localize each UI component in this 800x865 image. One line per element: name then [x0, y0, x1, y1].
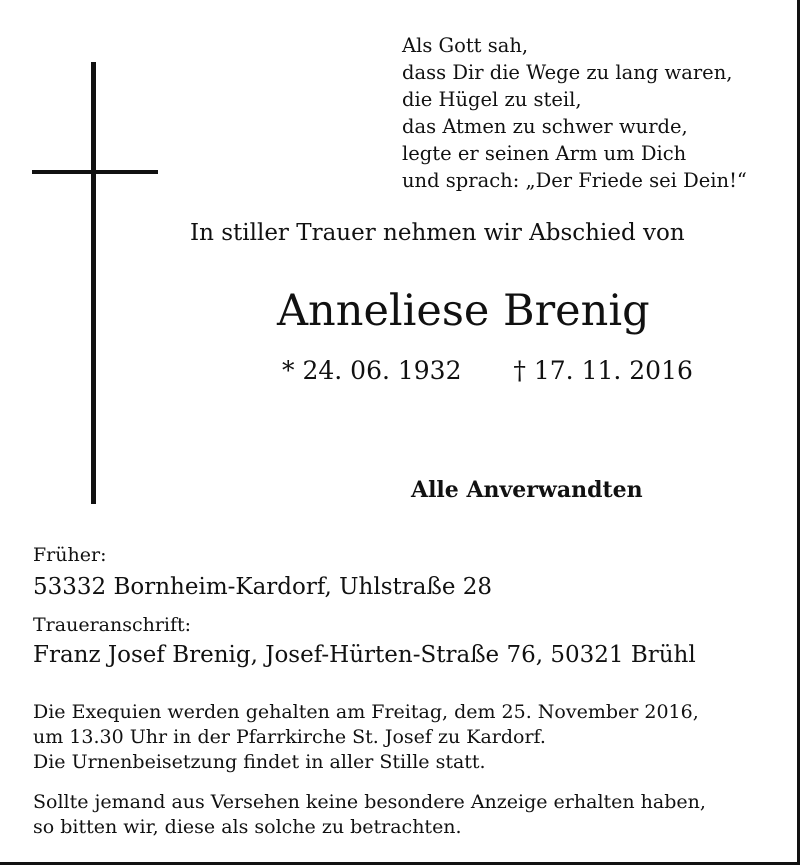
poem-line: legte er seinen Arm um Dich — [402, 142, 687, 165]
poem-line: Als Gott sah, — [402, 34, 529, 57]
poem — [402, 32, 792, 194]
exequies-line: Die Urnenbeisetzung findet in aller Stille statt. — [33, 751, 486, 773]
poem-line: die Hügel zu steil, — [402, 88, 582, 111]
former-address-label: Früher: — [33, 544, 107, 566]
death-date: 17. 11. 2016 — [533, 356, 693, 385]
birth-date: 24. 06. 1932 — [302, 356, 462, 385]
intro-text: In stiller Trauer nehmen wir Abschied von — [190, 220, 685, 246]
poem-line: dass Dir die Wege zu lang waren, — [402, 61, 733, 84]
notice-line: Sollte jemand aus Versehen keine besondere Anzeige erhalten haben, — [33, 791, 706, 813]
poem-line: und sprach: „Der Friede sei Dein!“ — [402, 169, 747, 192]
mourning-address-label: Traueranschrift: — [33, 614, 192, 636]
notice-paragraph — [33, 790, 773, 840]
birth-symbol: * — [282, 356, 295, 385]
death-cross-icon: † — [513, 356, 526, 385]
life-dates — [282, 356, 693, 385]
exequies-paragraph — [33, 700, 773, 775]
mourning-address: Franz Josef Brenig, Josef-Hürten-Straße 76, 50321 Brühl — [33, 642, 696, 668]
cross-vertical-bar — [91, 62, 96, 504]
notice-line: so bitten wir, diese als solche zu betrachten. — [33, 816, 462, 838]
deceased-name: Anneliese Brenig — [277, 286, 650, 336]
former-address: 53332 Bornheim-Kardorf, Uhlstraße 28 — [33, 574, 493, 600]
cross-horizontal-bar — [32, 170, 158, 174]
exequies-line: Die Exequien werden gehalten am Freitag, dem 25. November 2016, — [33, 701, 699, 723]
exequies-line: um 13.30 Uhr in der Pfarrkirche St. Josef zu Kardorf. — [33, 726, 546, 748]
mourners-signature: Alle Anverwandten — [411, 477, 643, 503]
poem-line: das Atmen zu schwer wurde, — [402, 115, 688, 138]
